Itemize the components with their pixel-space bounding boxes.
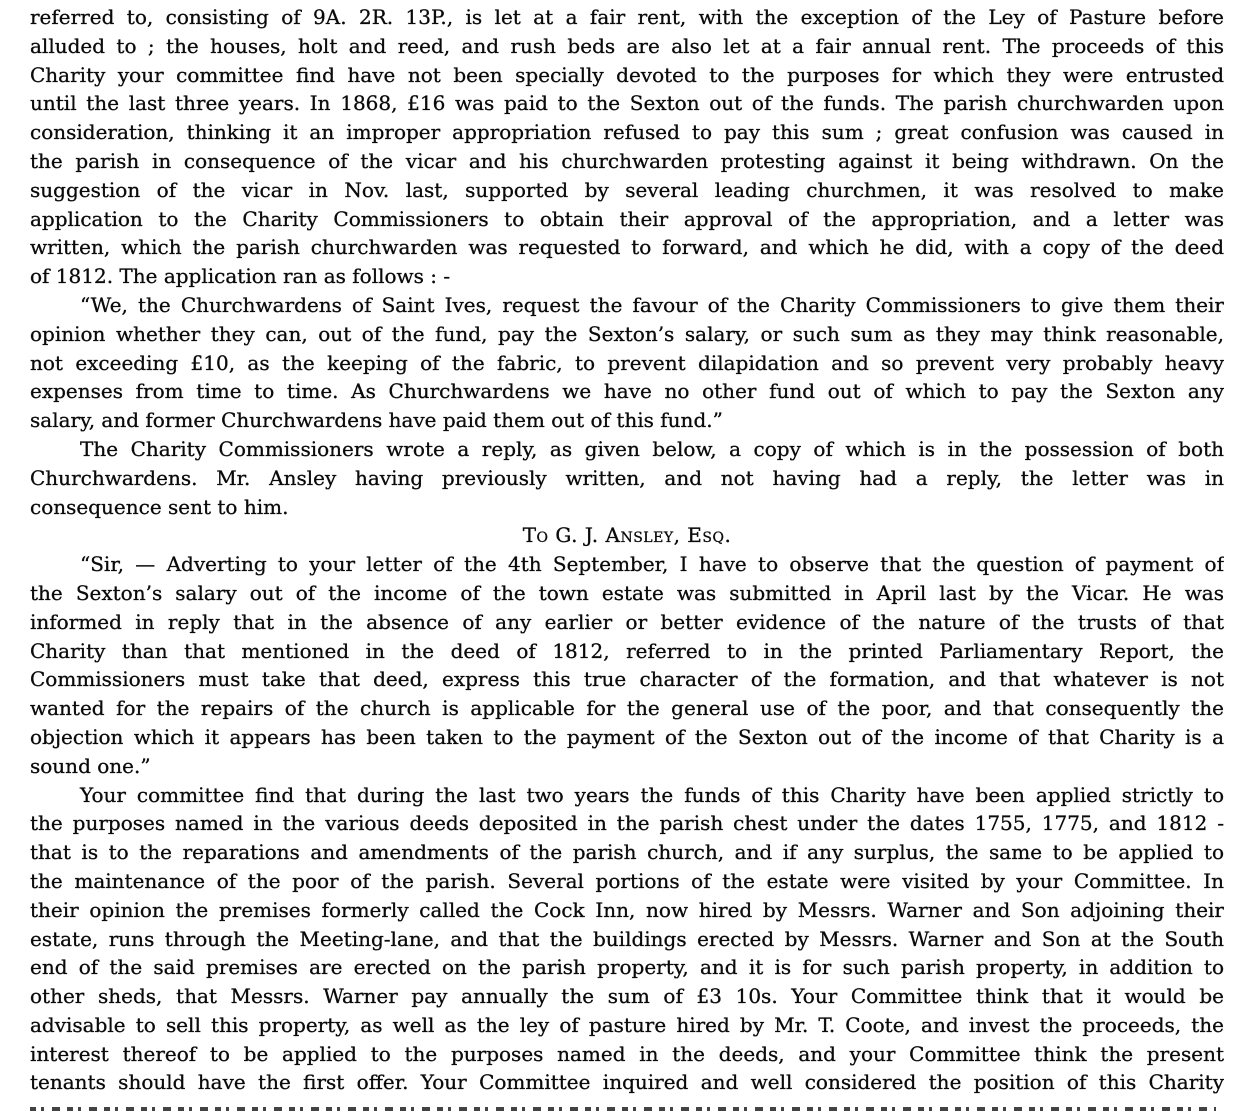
text-line: sound one.” [30,753,151,778]
text-line: advisable to sell this property, as well as the ley of pasture hired by Mr. T. Coote, and invest the proceeds, the [30,1012,1224,1037]
paragraph-letter-body [30,550,1224,780]
text-line: The Charity Commissioners wrote a reply, as given below, a copy of which is in the possession of both [80,436,1224,461]
text-line: “Sir, — Adverting to your letter of the 4th September, I have to observe that the question of payment of [80,552,1224,577]
text-line: their opinion the premises formerly called the Cock Inn, now hired by Messrs. Warner and Son adjoining their [30,897,1224,922]
text-line: estate, runs through the Meeting-lane, and that the buildings erected by Messrs. Warner and Son at the South [30,926,1224,951]
text-line: opinion whether they can, out of the fund, pay the Sexton’s salary, or such sum as they may think reasonable, [30,321,1224,346]
text-line: interest thereof to be applied to the purposes named in the deeds, and your Committee think the present [30,1041,1224,1066]
text-line: expenses from time to time. As Churchwardens we have no other fund out of which to pay the Sexton any [30,379,1224,404]
text-line: Charity your committee find have not been specially devoted to the purposes for which they were entrusted [30,62,1224,87]
text-line: the purposes named in the various deeds deposited in the parish chest under the dates 1755, 1775, and 1812 - [30,811,1224,836]
text-line: referred to, consisting of 9A. 2R. 13P., is let at a fair rent, with the exception of the Ley of Pasture before [30,5,1224,29]
text-line: objection which it appears has been taken to the payment of the Sexton out of the income of that Charity is a [30,724,1224,749]
paragraph-application-quote [30,291,1224,435]
text-line: of 1812. The application ran as follows : - [30,264,451,289]
text-line: consideration, thinking it an improper appropriation refused to pay this sum ; great confusion was caused in [30,120,1224,145]
text-line: until the last three years. In 1868, £16 was paid to the Sexton out of the funds. The parish churchwarden upon [30,91,1224,116]
text-line: salary, and former Churchwardens have paid them out of this fund.” [30,408,723,433]
text-line: “We, the Churchwardens of Saint Ives, request the favour of the Charity Commissioners to give them their [80,292,1224,317]
clipped-text-line [30,1107,1216,1111]
text-line: end of the said premises are erected on the parish property, and it is for such parish property, in addition to [30,955,1224,980]
text-line: wanted for the repairs of the church is applicable for the general use of the poor, and that consequently the [30,696,1224,721]
text-line: Commissioners must take that deed, express this true character of the formation, and that whatever is not [30,667,1224,692]
text-line: written, which the parish churchwarden was requested to forward, and which he did, with a copy of the deed [30,235,1224,260]
text-line: Charity than that mentioned in the deed of 1812, referred to in the printed Parliamentary Report, the [30,638,1224,663]
text-line: suggestion of the vicar in Nov. last, supported by several leading churchmen, it was resolved to make [30,177,1224,202]
paragraph-committee-findings [30,781,1224,1098]
paragraph-continued [30,3,1224,291]
text-line: informed in reply that in the absence of any earlier or better evidence of the nature of the trusts of that [30,609,1224,634]
text-line: the parish in consequence of the vicar and his churchwarden protesting against it being withdrawn. On the [30,148,1224,173]
letter-heading: To G. J. Ansley, Esq. [522,523,732,548]
text-line: consequence sent to him. [30,494,289,519]
text-line: not exceeding £10, as the keeping of the fabric, to prevent dilapidation and so prevent very probably heavy [30,350,1224,375]
text-line: alluded to ; the houses, holt and reed, and rush beds are also let at a fair annual rent. The proceeds of this [30,33,1224,58]
text-line: Churchwardens. Mr. Ansley having previously written, and not having had a reply, the letter was in [30,465,1224,490]
text-line: Your committee find that during the last two years the funds of this Charity have been applied strictly to [80,782,1224,807]
text-line: the maintenance of the poor of the parish. Several portions of the estate were visited by your Committee. In [30,868,1224,893]
paragraph-commissioners-reply-intro [30,435,1224,521]
text-line: the Sexton’s salary out of the income of the town estate was submitted in April last by the Vicar. He was [30,580,1224,605]
text-line: tenants should have the first offer. Your Committee inquired and well considered the position of this Charity [30,1070,1224,1095]
text-line: application to the Charity Commissioners to obtain their approval of the appropriation, and a letter was [30,206,1224,231]
text-line: that is to the reparations and amendments of the parish church, and if any surplus, the same to be applied to [30,840,1224,865]
text-line: other sheds, that Messrs. Warner pay annually the sum of £3 10s. Your Committee think that it would be [30,984,1224,1009]
